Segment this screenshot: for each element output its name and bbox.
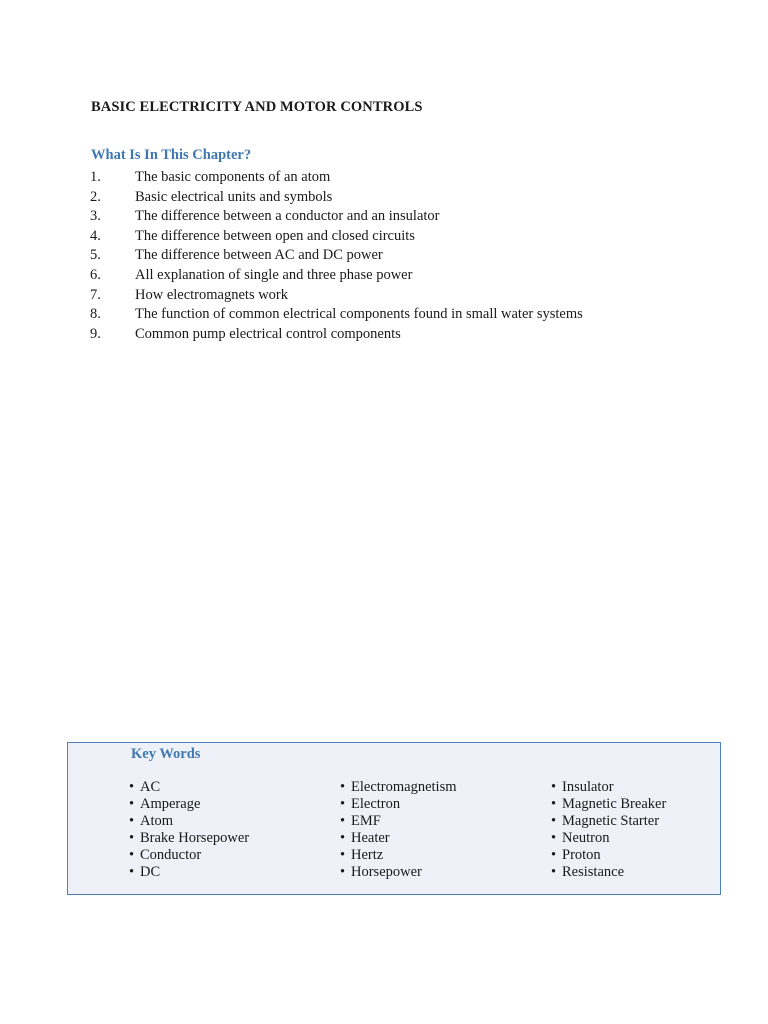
item-text: The function of common electrical components found in small water systems xyxy=(135,306,583,323)
item-text: Basic electrical units and symbols xyxy=(135,188,333,205)
bullet-icon: • xyxy=(340,779,346,795)
bullet-icon: • xyxy=(340,813,346,829)
item-number: 7. xyxy=(90,286,101,303)
contents-item xyxy=(90,168,583,188)
key-word-item xyxy=(340,779,457,796)
bullet-icon: • xyxy=(551,864,557,880)
key-word: Heater xyxy=(351,830,390,846)
item-number: 3. xyxy=(90,208,101,225)
contents-list xyxy=(90,168,583,344)
contents-item xyxy=(90,188,583,208)
contents-heading: What Is In This Chapter? xyxy=(91,147,252,163)
key-words-column-3 xyxy=(551,779,666,881)
bullet-icon: • xyxy=(551,796,557,812)
bullet-icon: • xyxy=(129,864,135,880)
key-words-column-2 xyxy=(340,779,457,881)
item-number: 6. xyxy=(90,266,101,283)
item-number: 2. xyxy=(90,188,101,205)
contents-item xyxy=(90,227,583,247)
contents-item xyxy=(90,286,583,306)
item-number: 5. xyxy=(90,247,101,264)
bullet-icon: • xyxy=(551,813,557,829)
key-word: Resistance xyxy=(562,864,625,880)
key-word: Magnetic Breaker xyxy=(562,796,667,812)
bullet-icon: • xyxy=(129,796,135,812)
bullet-icon: • xyxy=(340,847,346,863)
key-word-item xyxy=(129,796,249,813)
contents-item xyxy=(90,325,583,345)
key-word-item xyxy=(551,796,666,813)
bullet-icon: • xyxy=(551,779,557,795)
key-word: Brake Horsepower xyxy=(140,830,250,846)
key-word-item xyxy=(129,864,249,881)
bullet-icon: • xyxy=(340,830,346,846)
item-number: 9. xyxy=(90,325,101,342)
contents-item xyxy=(90,207,583,227)
key-word: Amperage xyxy=(140,796,201,812)
key-word-item xyxy=(129,779,249,796)
contents-item xyxy=(90,246,583,266)
key-word: AC xyxy=(140,779,161,795)
bullet-icon: • xyxy=(340,864,346,880)
bullet-icon: • xyxy=(340,796,346,812)
key-word: Conductor xyxy=(140,847,202,863)
key-word-item xyxy=(340,830,457,847)
item-text: The difference between AC and DC power xyxy=(135,247,383,264)
bullet-icon: • xyxy=(129,830,135,846)
key-word: Electromagnetism xyxy=(351,779,457,795)
key-word: EMF xyxy=(351,813,381,829)
key-word-item xyxy=(129,830,249,847)
key-words-box xyxy=(67,742,721,895)
key-word-item xyxy=(551,779,666,796)
key-word-item xyxy=(551,830,666,847)
bullet-icon: • xyxy=(129,779,135,795)
item-text: All explanation of single and three phase power xyxy=(135,266,413,283)
key-word-item xyxy=(551,813,666,830)
chapter-title: BASIC ELECTRICITY AND MOTOR CONTROLS xyxy=(91,99,423,115)
item-text: How electromagnets work xyxy=(135,286,289,303)
bullet-icon: • xyxy=(129,847,135,863)
key-word: Proton xyxy=(562,847,601,863)
key-word: Horsepower xyxy=(351,864,422,880)
key-word: Neutron xyxy=(562,830,610,846)
key-word-item xyxy=(340,864,457,881)
item-text: The basic components of an atom xyxy=(135,169,331,185)
key-words-column-1 xyxy=(129,779,249,881)
bullet-icon: • xyxy=(551,830,557,846)
item-text: The difference between open and closed circuits xyxy=(135,227,415,244)
key-word: DC xyxy=(140,864,161,880)
key-word: Atom xyxy=(140,813,174,829)
key-word-item xyxy=(340,813,457,830)
key-word-item xyxy=(129,813,249,830)
bullet-icon: • xyxy=(551,847,557,863)
key-word-item xyxy=(551,864,666,881)
key-word: Magnetic Starter xyxy=(562,813,660,829)
item-number: 1. xyxy=(90,169,101,185)
key-words-heading: Key Words xyxy=(131,746,201,762)
key-word-item xyxy=(340,796,457,813)
key-word-item xyxy=(551,847,666,864)
item-text: Common pump electrical control components xyxy=(135,325,401,342)
contents-item xyxy=(90,266,583,286)
item-number: 8. xyxy=(90,306,101,323)
key-word: Insulator xyxy=(562,779,614,795)
item-number: 4. xyxy=(90,227,101,244)
key-word: Electron xyxy=(351,796,401,812)
key-word: Hertz xyxy=(351,847,384,863)
item-text: The difference between a conductor and an insulator xyxy=(135,208,440,225)
key-word-item xyxy=(340,847,457,864)
contents-item xyxy=(90,305,583,325)
key-word-item xyxy=(129,847,249,864)
bullet-icon: • xyxy=(129,813,135,829)
